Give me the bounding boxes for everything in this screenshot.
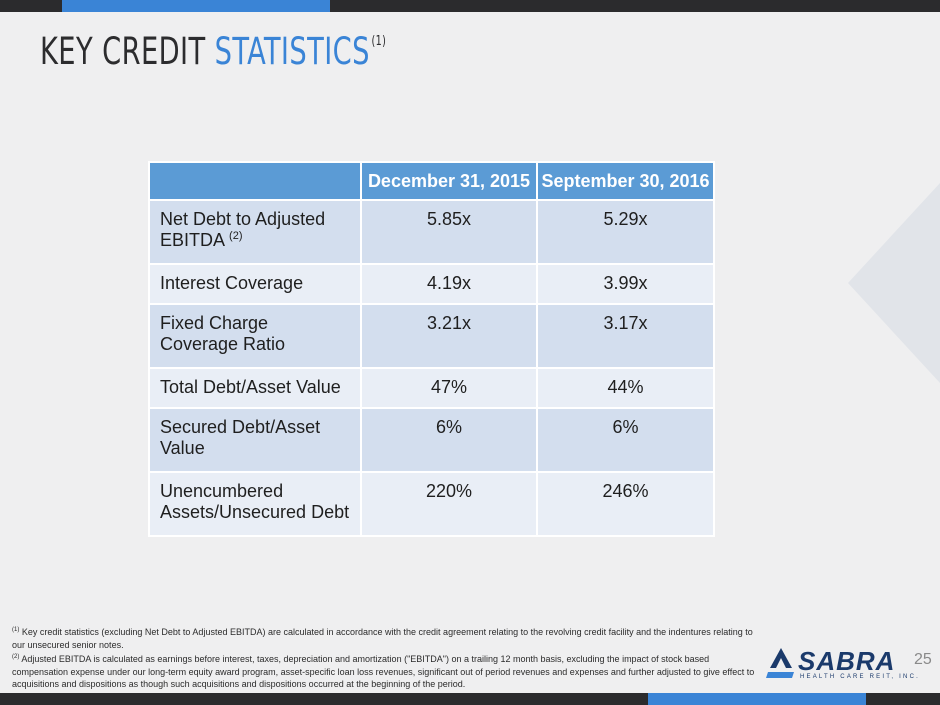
row-value-2015: 5.85x xyxy=(361,200,537,264)
row-label-text: Net Debt to Adjusted EBITDA xyxy=(160,209,326,250)
top-bar-accent xyxy=(62,0,330,12)
credit-statistics-table xyxy=(148,161,715,537)
row-value-2015: 3.21x xyxy=(361,304,537,368)
table-row xyxy=(149,472,714,536)
row-value-2015: 4.19x xyxy=(361,264,537,304)
footnotes xyxy=(12,624,757,691)
row-value-2016: 5.29x xyxy=(537,200,714,264)
footnote-1-text: Key credit statistics (excluding Net Debt to Adjusted EBITDA) are calculated in accordance with the credit agreement relating to the revolving credit facility and the indentures relating to our unsecured senior notes. xyxy=(12,627,753,650)
row-label: Unencumbered Assets/Unsecured Debt xyxy=(149,472,361,536)
table-row xyxy=(149,200,714,264)
footnote-2 xyxy=(12,651,757,691)
table-row xyxy=(149,304,714,368)
title-part-1: KEY CREDIT xyxy=(40,30,206,73)
row-value-2015: 47% xyxy=(361,368,537,408)
bottom-bar-accent xyxy=(648,693,866,705)
row-label: Secured Debt/Asset Value xyxy=(149,408,361,472)
footnote-1-ref: (1) xyxy=(12,627,20,633)
row-value-2016: 6% xyxy=(537,408,714,472)
row-label-footnote-ref: (2) xyxy=(229,230,243,242)
row-value-2016: 44% xyxy=(537,368,714,408)
decorative-chevron xyxy=(848,183,940,383)
table-row xyxy=(149,368,714,408)
sabra-logo-mark-icon xyxy=(766,646,796,680)
header-sep-2016: September 30, 2016 xyxy=(537,162,714,200)
header-dec-2015: December 31, 2015 xyxy=(361,162,537,200)
footnote-2-ref: (2) xyxy=(12,654,20,660)
table-header-row xyxy=(149,162,714,200)
footnote-2-text: Adjusted EBITDA is calculated as earnings before interest, taxes, depreciation and amortization ("EBITDA") on a trailing 12 month basis, excluding the impact of stock based compensation expense under our long-term equity award program, asset-specific loan loss revenues, significant out of period revenues and expenses and further adjusted to give effect to acquisitions and dispositions as though such acquisitions and dispositions occurred at the beginning of the period. xyxy=(12,654,755,689)
logo-tagline: HEALTH CARE REIT, INC. xyxy=(800,674,920,680)
table-row xyxy=(149,264,714,304)
title-footnote-ref: (1) xyxy=(371,34,387,49)
row-value-2015: 6% xyxy=(361,408,537,472)
sabra-logo xyxy=(766,646,920,682)
logo-wordmark: SABRA xyxy=(798,646,896,676)
row-label: Total Debt/Asset Value xyxy=(149,368,361,408)
row-value-2016: 3.17x xyxy=(537,304,714,368)
page-number: 25 xyxy=(914,651,932,668)
table-row xyxy=(149,408,714,472)
title-part-2: STATISTICS xyxy=(214,30,370,73)
slide-title xyxy=(40,30,386,73)
row-value-2016: 246% xyxy=(537,472,714,536)
header-empty-cell xyxy=(149,162,361,200)
row-value-2016: 3.99x xyxy=(537,264,714,304)
row-value-2015: 220% xyxy=(361,472,537,536)
footnote-1 xyxy=(12,624,757,651)
row-label: Fixed Charge Coverage Ratio xyxy=(149,304,361,368)
row-label: Interest Coverage xyxy=(149,264,361,304)
row-label xyxy=(149,200,361,264)
